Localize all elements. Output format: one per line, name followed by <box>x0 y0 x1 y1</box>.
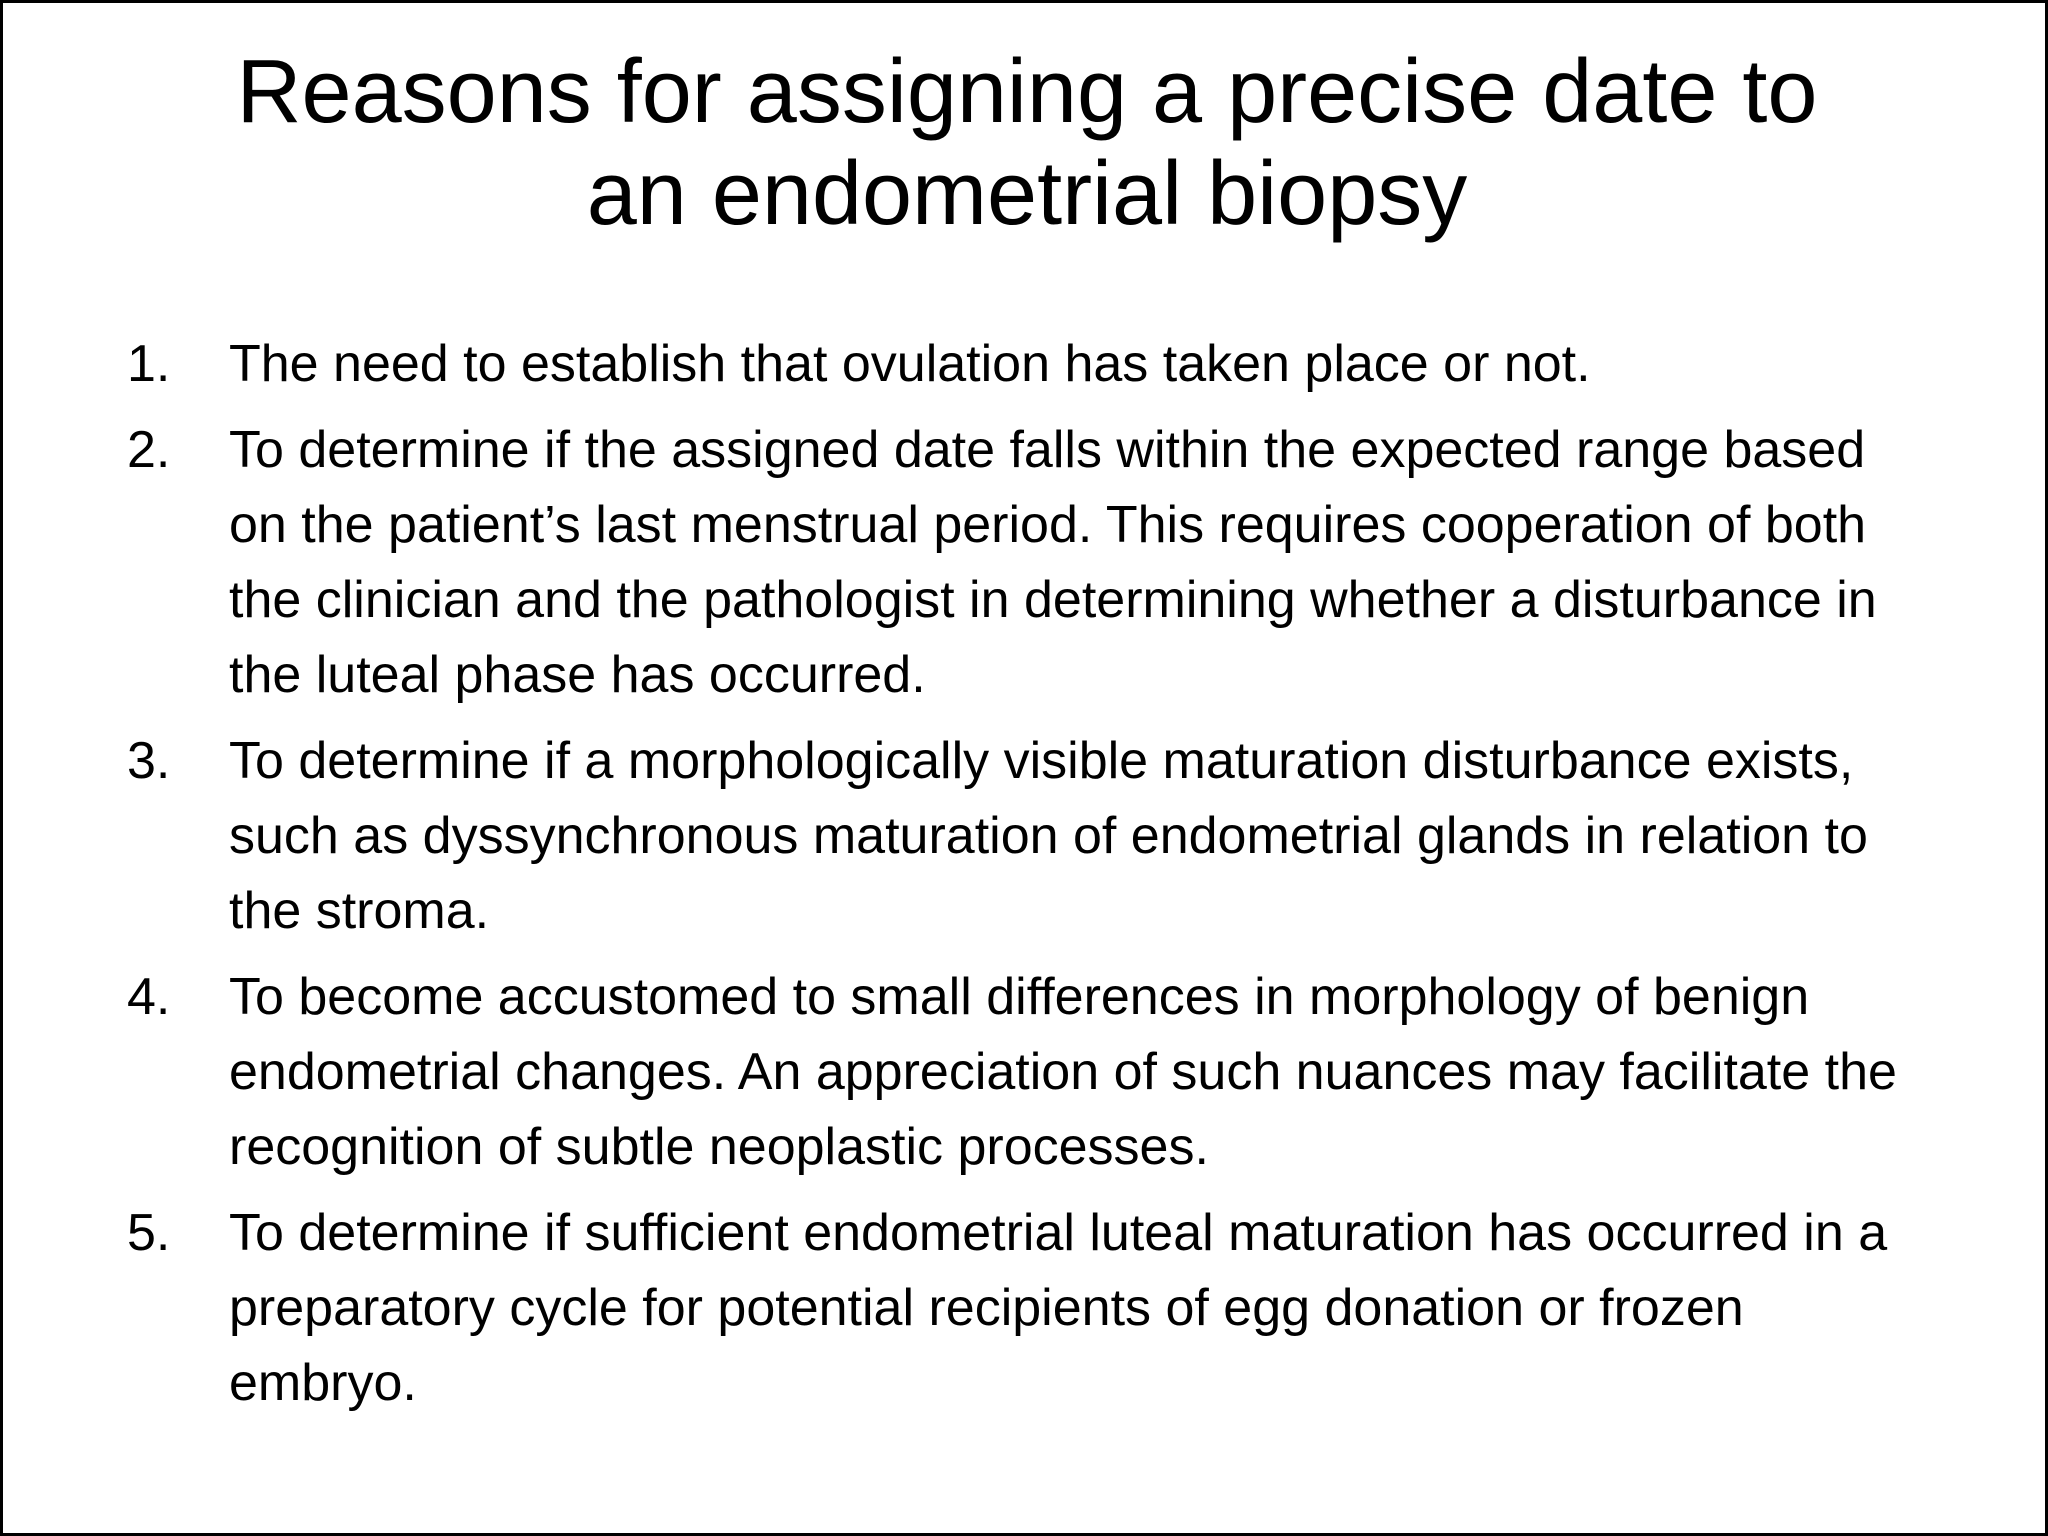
reason-item-5 <box>3 1196 2048 1421</box>
reason-text: To determine if a morphologically visible maturation disturbance exists, such as dyssynchronous maturation of endometrial glands in relation to the stroma. <box>229 732 1868 940</box>
reason-number: 4. <box>127 968 171 1026</box>
reason-number: 3. <box>127 732 171 790</box>
reason-number: 2. <box>127 421 171 479</box>
reason-text: To determine if the assigned date falls within the expected range based on the patient’s last menstrual period. This requires cooperation of both the clinician and the pathologist in determining whether a disturbance in the luteal phase has occurred. <box>229 421 1877 704</box>
reason-item-4 <box>3 960 2048 1185</box>
title-line-2: an endometrial biopsy <box>586 144 1468 244</box>
reason-item-1 <box>3 327 2048 402</box>
reason-item-2 <box>3 413 2048 713</box>
title-line-1: Reasons for assigning a precise date to <box>236 42 1818 142</box>
reason-text: To become accustomed to small differences in morphology of benign endometrial changes. An appreciation of such nuances may facilitate the recognition of subtle neoplastic processes. <box>229 968 1897 1176</box>
reason-text: The need to establish that ovulation has taken place or not. <box>229 335 1591 393</box>
reason-number: 1. <box>127 335 171 393</box>
reasons-list <box>3 327 2048 1432</box>
slide-title <box>3 41 2048 245</box>
reason-text: To determine if sufficient endometrial luteal maturation has occurred in a preparatory cycle for potential recipients of egg donation or frozen embryo. <box>229 1204 1888 1412</box>
reason-number: 5. <box>127 1204 171 1262</box>
reason-item-3 <box>3 724 2048 949</box>
